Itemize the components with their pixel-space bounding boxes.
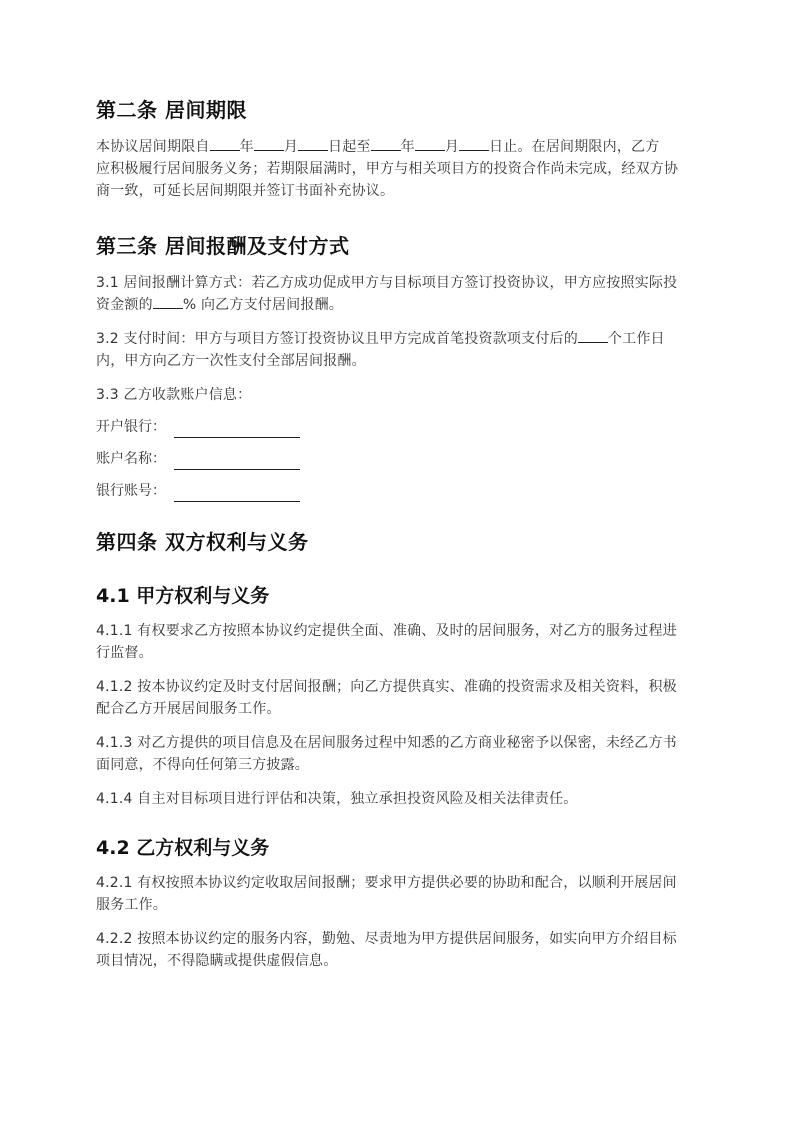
article-4-heading: 第四条 双方权利与义务 — [96, 530, 309, 554]
clause-4-1-3 — [96, 732, 702, 776]
text: 3.2 支付时间：甲方与项目方签订投资协议且甲方完成首笔投资款项支付后的 — [96, 331, 578, 347]
blank-line — [210, 136, 240, 151]
account-number-blank-line — [174, 485, 300, 502]
bank-blank-line — [174, 421, 300, 438]
text: 项目情况，不得隐瞒或提供虚假信息。 — [96, 953, 338, 969]
document-content — [96, 96, 702, 972]
clause-3-2 — [96, 328, 702, 372]
text: 年 — [400, 139, 415, 155]
text: 面同意，不得向任何第三方披露。 — [96, 757, 309, 773]
account-number-field — [96, 480, 702, 502]
text: 个工作日 — [607, 331, 665, 347]
text: 4.1.2 按本协议约定及时支付居间报酬；向乙方提供真实、准确的投资需求及相关资料，积极 — [96, 679, 677, 695]
article-3-heading: 第三条 居间报酬及支付方式 — [96, 234, 350, 258]
account-number-label: 银行账号： — [96, 483, 166, 499]
bank-label: 开户银行： — [96, 419, 166, 435]
text: 4.2.2 按照本协议约定的服务内容，勤勉、尽责地为甲方提供居间服务，如实向甲方介绍目标 — [96, 931, 677, 947]
text: 月 — [283, 139, 299, 155]
text: 4.1.3 对乙方提供的项目信息及在居间服务过程中知悉的乙方商业秘密予以保密，未经乙方书 — [96, 735, 677, 751]
text: 配合乙方开展居间服务工作。 — [96, 701, 281, 717]
text: 应积极履行居间服务义务；若期限届满时，甲方与相关项目方的投资合作尚未完成，经双方协 — [96, 161, 679, 177]
text: 行监督。 — [96, 645, 153, 661]
text: 月 — [444, 139, 460, 155]
clause-3-1 — [96, 272, 702, 316]
section-4-2-heading: 4.2 乙方权利与义务 — [96, 837, 270, 859]
article-2-paragraph — [96, 136, 702, 202]
section-4-1-heading: 4.1 甲方权利与义务 — [96, 585, 270, 607]
text: 4.1.1 有权要求乙方按照本协议约定提供全面、准确、及时的居间服务，对乙方的服务过程进 — [96, 623, 677, 639]
text: 商一致，可延长居间期限并签订书面补充协议。 — [96, 183, 395, 199]
account-name-label: 账户名称： — [96, 451, 166, 467]
account-name-field — [96, 448, 702, 470]
account-name-blank-line — [174, 453, 300, 470]
clause-4-1-1 — [96, 620, 702, 664]
text: 服务工作。 — [96, 897, 167, 913]
blank-line — [459, 136, 489, 151]
text: 内，甲方向乙方一次性支付全部居间报酬。 — [96, 353, 366, 369]
text: 年 — [239, 139, 254, 155]
blank-line — [298, 136, 328, 151]
clause-4-2-1 — [96, 872, 702, 916]
blank-line — [415, 136, 445, 151]
text: 4.2.1 有权按照本协议约定收取居间报酬；要求甲方提供必要的协助和配合，以顺利开展居间 — [96, 875, 677, 891]
clause-4-2-2 — [96, 928, 702, 972]
bank-field — [96, 416, 702, 438]
text: % 向乙方支付居间报酬。 — [182, 297, 343, 313]
blank-line — [371, 136, 401, 151]
text: 3.1 居间报酬计算方式：若乙方成功促成甲方与目标项目方签订投资协议，甲方应按照实际投 — [96, 275, 678, 291]
article-2-heading: 第二条 居间期限 — [96, 98, 247, 122]
blank-line — [254, 136, 284, 151]
text: 本协议居间期限自 — [96, 139, 210, 155]
blank-line — [153, 294, 183, 309]
text: 日止。在居间期限内，乙方 — [489, 139, 660, 155]
clause-3-3: 3.3 乙方收款账户信息： — [96, 387, 252, 403]
clause-4-1-4: 4.1.4 自主对目标项目进行评估和决策，独立承担投资风险及相关法律责任。 — [96, 791, 578, 807]
clause-4-1-2 — [96, 676, 702, 720]
text: 资金额的 — [96, 297, 153, 313]
text: 日起至 — [328, 139, 371, 155]
blank-line — [578, 328, 608, 343]
